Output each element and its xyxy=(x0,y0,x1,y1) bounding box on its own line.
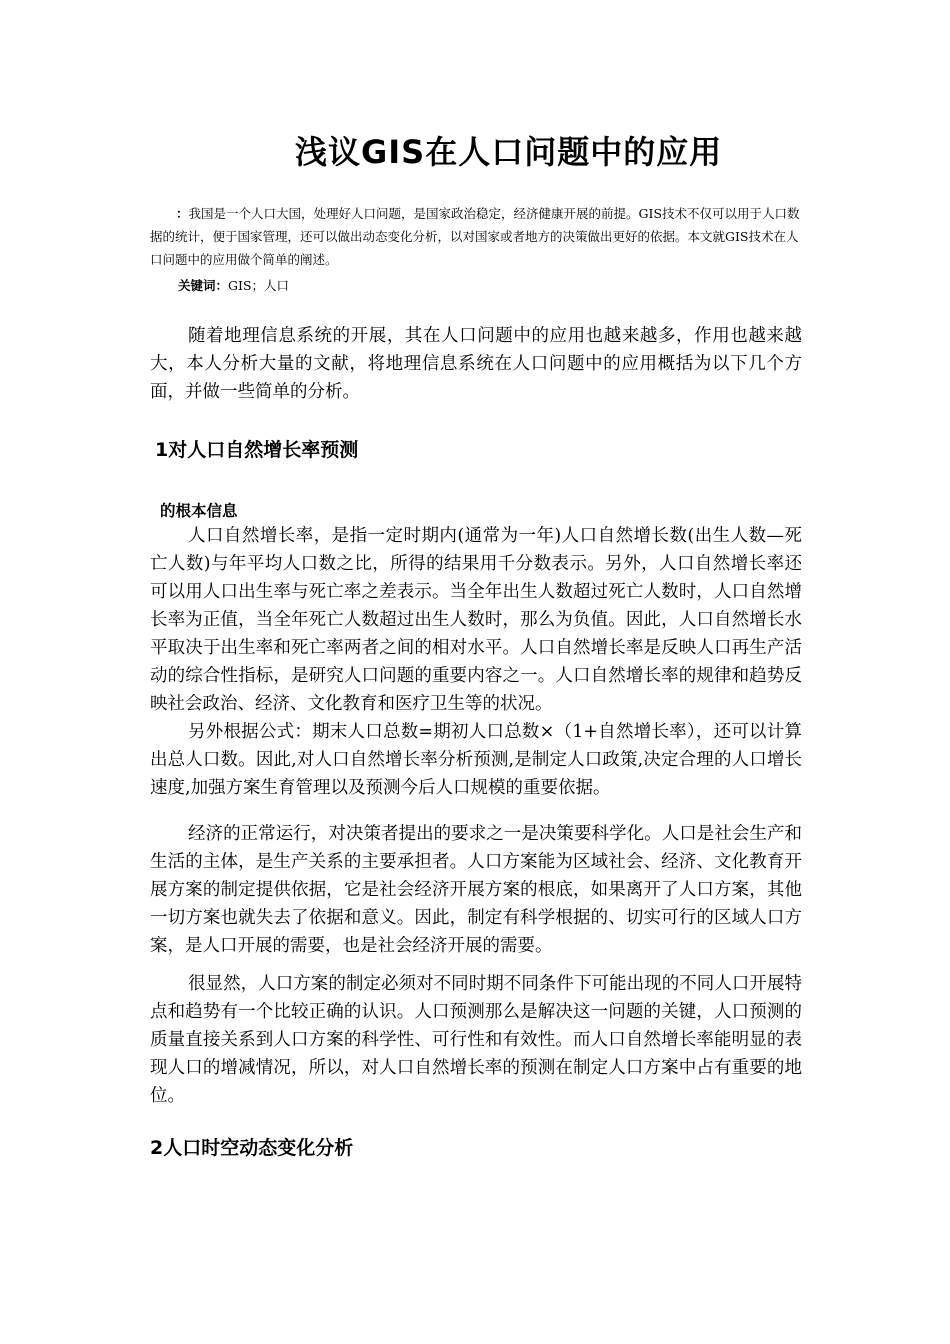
section-1-paragraph-3: 经济的正常运行，对决策者提出的要求之一是决策要科学化。人口是社会生产和生活的主体，是生产关系的主要承担者。人口方案能为区域社会、经济、文化教育开展方案的制定提供依据，它是社会经济开展方案的根底，如果离开了人口方案，其他一切方案也就失去了依据和意义。因此，制定有科学根据的、切实可行的区域人口方案，是人口开展的需要，也是社会经济开展的需要。 xyxy=(150,824,802,956)
section-1-paragraph-1: 人口自然增长率，是指一定时期内(通常为一年)人口自然增长数(出生人数—死亡人数)与年平均人口数之比，所得的结果用千分数表示。另外，人口自然增长率还可以用人口出生率与死亡率之差表示。当全年出生人数超过死亡人数时，人口自然增长率为正值，当全年死亡人数超过出生人数时，那么为负值。因此，人口自然增长水平取决于出生率和死亡率两者之间的相对水平。人口自然增长率是反映人口再生产活动的综合性指标，是研究人口问题的重要内容之一。人口自然增长率的规律和趋势反映社会政治、经济、文化教育和医疗卫生等的状况。 xyxy=(150,526,802,714)
abstract xyxy=(150,202,800,271)
section-1-heading: 1对人口自然增长率预测 xyxy=(155,439,359,461)
keywords-value: GIS；人口 xyxy=(228,278,290,293)
section-2-heading: 2人口时空动态变化分析 xyxy=(150,1137,354,1159)
abstract-text: 我国是一个人口大国，处理好人口问题，是国家政治稳定，经济健康开展的前提。GIS技术不仅可以用于人口数据的统计，便于国家管理，还可以做出动态变化分析，以对国家或者地方的决策做出更好的依据。本文就GIS技术在人口问题中的应用做个简单的阐述。 xyxy=(150,206,800,267)
abstract-lead: ： xyxy=(176,206,189,221)
intro-paragraph: 随着地理信息系统的开展，其在人口问题中的应用也越来越多，作用也越来越大，本人分析大量的文献，将地理信息系统在人口问题中的应用概括为以下几个方面，并做一些简单的分析。 xyxy=(150,326,802,402)
document-title: 浅议GIS在人口问题中的应用 xyxy=(295,133,723,171)
section-1-paragraph-4: 很显然，人口方案的制定必须对不同时期不同条件下可能出现的不同人口开展特点和趋势有一个比较正确的认识。人口预测那么是解决这一问题的关键，人口预测的质量直接关系到人口方案的科学性、可行性和有效性。而人口自然增长率能明显的表现人口的增减情况，所以，对人口自然增长率的预测在制定人口方案中占有重要的地位。 xyxy=(150,974,802,1106)
section-1-subheading: 的根本信息 xyxy=(160,502,238,520)
keywords xyxy=(178,274,289,297)
section-1-paragraph-2: 另外根据公式：期末人口总数=期初人口总数×（1+自然增长率），还可以计算出总人口数。因此,对人口自然增长率分析预测,是制定人口政策,决定合理的人口增长速度,加强方案生育管理以及预测今后人口规模的重要依据。 xyxy=(150,722,802,798)
keywords-label: 关键词： xyxy=(178,278,229,293)
